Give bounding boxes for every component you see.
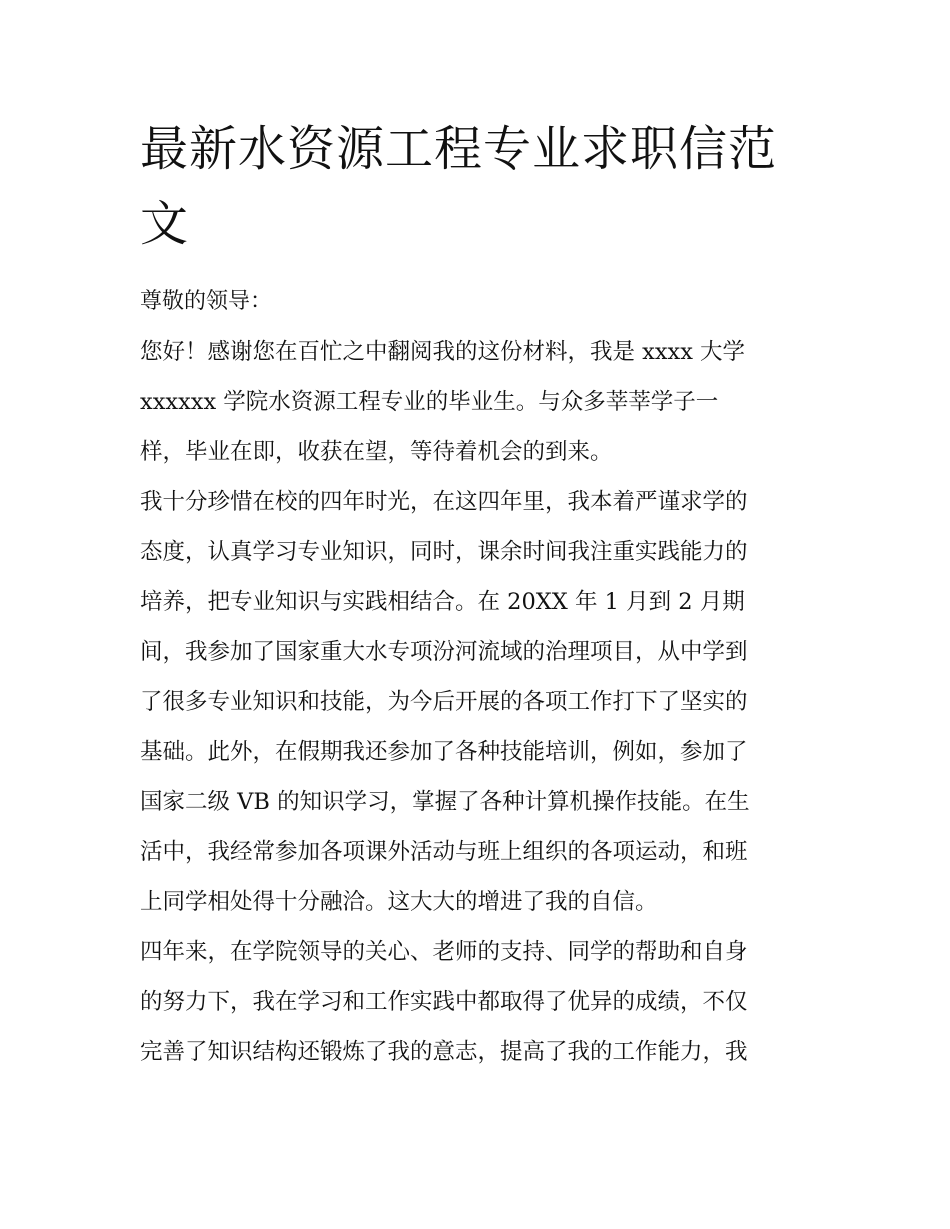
body-line: 活中，我经常参加各项课外活动与班上组织的各项运动，和班 xyxy=(140,839,748,865)
body-line: 样，毕业在即，收获在望，等待着机会的到来。 xyxy=(140,439,613,465)
body-line: 基础。此外，在假期我还参加了各种技能培训，例如，参加了 xyxy=(140,739,748,765)
body-line: 四年来，在学院领导的关心、老师的支持、同学的帮助和自身 xyxy=(140,939,748,965)
body-line: xxxxxx 学院水资源工程专业的毕业生。与众多莘莘学子一 xyxy=(140,389,719,415)
body-line: 上同学相处得十分融洽。这大大的增进了我的自信。 xyxy=(140,889,658,915)
body-line: 了很多专业知识和技能，为今后开展的各项工作打下了坚实的 xyxy=(140,689,748,715)
document-title: 最新水资源工程专业求职信范文 xyxy=(140,121,778,252)
body-line: 培养，把专业知识与实践相结合。在 20XX 年 1 月到 2 月期 xyxy=(140,589,745,615)
body-line: 您好！感谢您在百忙之中翻阅我的这份材料，我是 xxxx 大学 xyxy=(140,339,746,365)
body-line: 态度，认真学习专业知识，同时，课余时间我注重实践能力的 xyxy=(140,539,748,565)
body-line: 的努力下，我在学习和工作实践中都取得了优异的成绩，不仅 xyxy=(140,989,748,1015)
body-line: 完善了知识结构还锻炼了我的意志，提高了我的工作能力，我 xyxy=(140,1039,748,1065)
body-line: 我十分珍惜在校的四年时光，在这四年里，我本着严谨求学的 xyxy=(140,489,748,515)
body-line: 国家二级 VB 的知识学习，掌握了各种计算机操作技能。在生 xyxy=(140,789,750,815)
body-line: 间，我参加了国家重大水专项汾河流域的治理项目，从中学到 xyxy=(140,639,748,665)
salutation: 尊敬的领导： xyxy=(140,289,273,314)
